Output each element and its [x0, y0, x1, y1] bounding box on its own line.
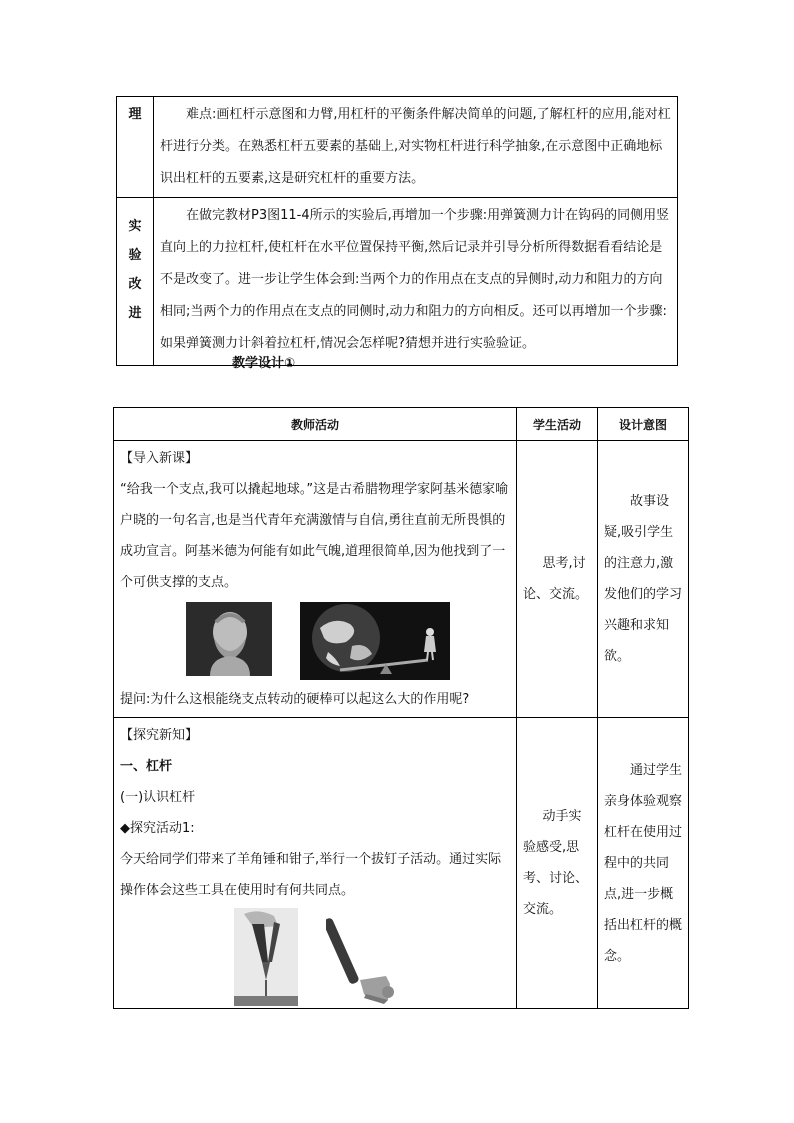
- explore-text: 今天给同学们带来了羊角锤和钳子,举行一个拔钉子活动。通过实际操作体会这些工具在使用时有何共同点。: [120, 852, 502, 898]
- difficulty-text: 难点:画杠杆示意图和力臂,用杠杆的平衡条件解决简单的问题,了解杠杆的应用,能对杠杆进行分类。在熟悉杠杆五要素的基础上,对实物杠杆进行科学抽象,在示意图中正确地标识出杠杆的五要素,这是研究杠杆的重要方法。: [154, 97, 678, 198]
- intro-heading: 【导入新课】: [120, 451, 199, 466]
- design-intent-explore: 通过学生亲身体验观察杠杆在使用过程中的共同点,进一步概括出杠杆的概念。: [598, 718, 689, 1009]
- header-intent: 设计意图: [598, 408, 689, 441]
- know-lever-heading: (一)认识杠杆: [120, 790, 196, 805]
- tool-images: [120, 906, 510, 1006]
- row-label-experiment: 实 验 改 进: [117, 198, 154, 366]
- design-intent-intro: 故事设疑,吸引学生的注意力,激发他们的学习兴趣和求知欲。: [598, 441, 689, 718]
- student-activity-intro: 思考,讨论、交流。: [517, 441, 598, 718]
- intro-question: 提问:为什么这根能绕支点转动的硬棒可以起这么大的作用呢?: [120, 692, 470, 707]
- archimedes-bust-image: [186, 602, 272, 676]
- header-student: 学生活动: [517, 408, 598, 441]
- earth-lever-image: [300, 602, 450, 680]
- section-caption: 教学设计①: [232, 356, 296, 371]
- student-activity-explore: 动手实验感受,思考、讨论、交流。: [517, 718, 598, 1009]
- lever-heading: 一、杠杆: [120, 759, 173, 774]
- top-table: [116, 96, 678, 366]
- activity-heading: ◆探究活动1:: [120, 821, 195, 836]
- header-teacher: 教师活动: [114, 408, 517, 441]
- pliers-image: [234, 908, 298, 1006]
- teaching-design-table: [113, 407, 689, 1009]
- explore-heading: 【探究新知】: [120, 728, 199, 743]
- teacher-activity-explore: [114, 718, 517, 1009]
- experiment-improvement-text: 在做完教材P3图11-4所示的实验后,再增加一个步骤:用弹簧测力计在钩码的同侧用竖直向上的力拉杠杆,使杠杆在水平位置保持平衡,然后记录并引导分析所得数据看看结论是不是改变了。进一步让学生体会到:当两个力的作用点在支点的异侧时,动力和阻力的方向相同;当两个力的作用点在支点的同侧时,动力和阻力的方向相反。还可以再增加一个步骤:如果弹簧测力计斜着拉杠杆,情况会怎样呢?猜想并进行实验验证。: [154, 198, 678, 366]
- teacher-activity-intro: [114, 441, 517, 718]
- claw-hammer-image: [326, 914, 400, 1006]
- intro-text: “给我一个支点,我可以撬起地球。”这是古希腊物理学家阿基米德家喻户晓的一句名言,也是当代青年充满激情与自信,勇往直前无所畏惧的成功宣言。阿基米德为何能有如此气魄,道理很简单,因为他找到了一个可供支撑的支点。: [120, 482, 509, 590]
- row-label: 理: [117, 97, 154, 198]
- intro-images: [120, 598, 510, 684]
